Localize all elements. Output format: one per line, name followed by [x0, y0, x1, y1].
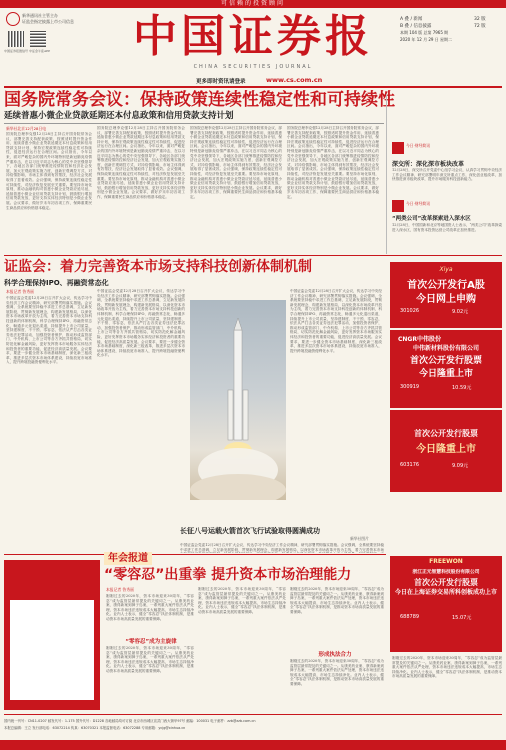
left-ad-block[interactable] [4, 560, 100, 710]
headline-3-body-col-1: 刚刚过去的2020年，资本市场迎来30周年，“零容忍”成为监管层最常提及的关键词之一。从康美药业案、康得新案到獐子岛案，一系列重大案件依法从严处理，资本市场违法违规成本大幅提高，市场生态持续净化。业内人士表示，健全“零容忍”执法体制机制，是推动资本市场高质量发展的重要保障。 [106, 594, 194, 621]
issue-date: 2020 年 12 月 29 日 星期二 [400, 37, 452, 42]
section-rule-2 [4, 554, 386, 555]
footer-bar [0, 740, 506, 750]
headline-2-body-col-1: 中国证监会党委12月28日召开扩大会议，传达学习中央经济工作会议精神，研究部署贯彻落实措施。会议强调，全系统要坚持稳中求进工作总基调，立足新发展阶段，贯彻新发展理念，构建新发展格局，以深化资本市场改革开放为主线，着力完善资本市场支持科技创新的体制机制，科学合理保持IPO、再融资常态化，畅通多元化退出渠道，持续提升上市公司质量，坚持建制度、不干预、零容忍，依法从严打击各类证券违法犯罪活动，加强投资者保护，推动形成监管部门、中介机构、上市公司等各方齐抓共管格局，切实防范化解金融风险，更好发挥资本市场服务实体经济和投资者的重要功能，促进经济高质量发展。会议要求，要进一步健全资本市场基础制度，深化新三板改革，推进多层次资本市场体系建设，持续放宽市场准入，提升跨境投融资便利化水平。 [6, 296, 92, 365]
ad-3[interactable] [390, 410, 502, 492]
headline-2-body-col-2: 中国证监会党委12月28日召开扩大会议，传达学习中央经济工作会议精神，研究部署贯彻落实措施。会议强调，全系统要坚持稳中求进工作总基调，立足新发展阶段，贯彻新发展理念，构建新发展格局，以深化资本市场改革开放为主线，着力完善资本市场支持科技创新的体制机制，科学合理保持IPO、再融资常态化，畅通多元化退出渠道，持续提升上市公司质量，坚持建制度、不干预、零容忍，依法从严打击各类证券违法犯罪活动，加强投资者保护，推动形成监管部门、中介机构、上市公司等各方齐抓共管格局，切实防范化解金融风险，更好发挥资本市场服务实体经济和投资者的重要功能，促进经济高质量发展。会议要求，要进一步健全资本市场基础制度，深化新三板改革，推进多层次资本市场体系建设，持续放宽市场准入，提升跨境投融资便利化水平。 [97, 289, 185, 358]
qr-code-app-icon [30, 31, 46, 47]
edition-line-2: B 叠 / 信息披露 [400, 24, 432, 29]
annual-meeting-tag: 年会报道 [104, 552, 152, 565]
ad-4-line-2: 首次公开发行股票 [414, 578, 478, 587]
edition-pages-1: 32 版 [474, 17, 486, 22]
ad-1[interactable] [390, 262, 502, 328]
ad-2-code: 300919 [400, 384, 420, 390]
footer-line-2: 本报总编辑：王立 发行部电话：63072214 传真：63070321 本报监督电话：63072288 专用邮箱：ycjg@xinhua.cn [4, 726, 186, 730]
sidebar-item-1-body: 12月28日，深交所召开党委中心组学习会议，认真学习贯彻中央经济工作会议精神，研究部署明年深交所重点工作，深化创业板改革，加快推进深市板块改革，提升市场服务科技创新能力。 [392, 168, 502, 182]
section-rule-1 [4, 255, 502, 256]
headline-2-body-col-3: 中国证监会党委12月28日召开扩大会议，传达学习中央经济工作会议精神，研究部署贯彻落实措施。会议强调，全系统要坚持稳中求进工作总基调，立足新发展阶段，贯彻新发展理念，构建新发展格局，以深化资本市场改革开放为主线，着力完善资本市场支持科技创新的体制机制，科学合理保持IPO、再融资常态化，畅通多元化退出渠道，持续提升上市公司质量，坚持建制度、不干预、零容忍，依法从严打击各类证券违法犯罪活动，加强投资者保护，推动形成监管部门、中介机构、上市公司等各方齐抓共管格局，切实防范化解金融风险，更好发挥资本市场服务实体经济和投资者的重要功能，促进经济高质量发展。会议要求，要进一步健全资本市场基础制度，深化新三板改革，推进多层次资本市场体系建设，持续放宽市场准入，提升跨境投融资便利化水平。 [290, 289, 382, 353]
headline-3-body-col-3: 刚刚过去的2020年，资本市场迎来30周年，“零容忍”成为监管层最常提及的关键词之一。从康美药业案、康得新案到獐子岛案，一系列重大案件依法从严处理，资本市场违法违规成本大幅提高，市场生态持续净化。业内人士表示，健全“零容忍”执法体制机制，是推动资本市场高质量发展的重要保障。 [290, 587, 384, 614]
qr-code-wechat-icon [8, 31, 24, 47]
headline-2-byline: 本报记者 昝秀丽 [6, 289, 34, 294]
edition-pages-2: 72 版 [474, 24, 486, 29]
footer-rule [4, 714, 502, 715]
ad-4-line-3: 今日在上海证券交易所科创板成功上市 [394, 589, 497, 596]
sidebar-item-1-title: 深交所：深化深市板块改革 [392, 161, 465, 168]
sidebar-item-1-tag: 今日·财经简讯 [406, 143, 430, 148]
ad-1-brand: Xiya [439, 266, 453, 273]
ad-4-brand: FREEWON [429, 558, 463, 565]
headline-1-title: 国务院常务会议：保持政策连续性稳定性和可持续性 [4, 90, 395, 110]
app-label-2: 中证金牛座APP [29, 49, 51, 53]
photo-caption: 长征八号运载火箭首次飞行试验取得圆满成功 [180, 527, 320, 535]
issue-number: 本期 104 版 总第 7965 期 [400, 30, 449, 35]
headline-2-title: 证监会：着力完善资本市场支持科技创新体制机制 [4, 259, 312, 275]
rocket-launch-photo [190, 300, 286, 500]
headline-3-body-col-1b: 刚刚过去的2020年，资本市场迎来30周年，“零容忍”成为监管层最常提及的关键词之一。从康美药业案、康得新案到獐子岛案，一系列重大案件依法从严处理，资本市场违法违规成本大幅提高，市场生态持续净化。业内人士表示，健全“零容忍”执法体制机制，是推动资本市场高质量发展的重要保障。 [106, 646, 194, 673]
ad-3-code: 603176 [400, 462, 420, 468]
headline-3-body-col-3b: 刚刚过去的2020年，资本市场迎来30周年，“零容忍”成为监管层最常提及的关键词之一。从康美药业案、康得新案到獐子岛案，一系列重大案件依法从严处理，资本市场违法违规成本大幅提高，市场生态持续净化。业内人士表示，健全“零容忍”执法体制机制，是推动资本市场高质量发展的重要保障。 [290, 659, 384, 686]
ad-2-brand: CNGR中伟股份 [398, 336, 441, 343]
headline-3-subhead-2: 形成执法合力 [318, 652, 352, 658]
headline-3-byline: 本报记者 昝秀丽 [106, 587, 134, 592]
headline-1-byline: 新华社北京12月28日电 [6, 126, 47, 131]
website-label: 更多即时资讯请登录 [196, 79, 246, 85]
masthead-title: 中国证券报 [133, 11, 373, 62]
ad-4-price: 15.07元 [452, 615, 472, 621]
headline-2-body-col-4: 中国证监会党委12月28日召开扩大会议，传达学习中央经济工作会议精神，研究部署贯彻落实措施。会议强调，全系统要坚持稳中求进工作总基调，立足新发展阶段，贯彻新发展理念，构建新发展格局，以深化资本市场改革开放为主线，着力完善资本市场 [180, 543, 384, 552]
headline-2-subtitle: 科学合理保持IPO、再融资常态化 [4, 279, 109, 287]
headline-1-rule [4, 123, 384, 124]
edition-line-1: A 叠 / 新闻 [400, 17, 423, 22]
ad-4-line-1: 浙江正元智慧科技股份有限公司 [412, 570, 480, 575]
headline-1-subtitle: 延续普惠小微企业贷款延期还本付息政策和信用贷款支持计划 [4, 111, 234, 121]
footer-line-1: 国内统一刊号：CN11-0207 邮发代号：1-175 国外代号：D1228 各地邮局均可订阅 北京市西城区宣武门西大街甲97号 邮编：100031 电子邮件：zzb@zzb.com.cn [4, 719, 256, 723]
sidebar-item-2-tag-icon [392, 200, 404, 212]
ad-2-line-1: 中伟新材料股份有限公司 [412, 345, 479, 352]
sidebar-item-1-tag-icon [392, 142, 404, 154]
masthead-subtitle: CHINA SECURITIES JOURNAL [193, 64, 313, 70]
ad-1-line-1: 首次公开发行A股 [407, 280, 485, 291]
ad-2-line-2: 首次公开发行股票 [409, 356, 482, 366]
headline-1-body-col-1: 国务院总理李克强12月28日主持召开国务院常务会议，部署完善支持配套政策，按照适时提升资金作用，延续普惠小微企业贷款延期还本付息政策和信用贷款支持计划，保持宏观政策连续性稳定性可持续性，促进经济运行在合理区间。会议指出，今年以来，面对严峻复杂的国内外环境特别是新冠肺炎疫情严重冲击，在以习近平同志为核心的党中央坚强领导下，各地区各部门统筹推进疫情防控和经济社会发展，加大宏观政策实施力度，创新宏观调控方式，对冲疫情影响，市场主体得到有效帮扶，经济社会发展取得了显著成效。会议强调，保持政策连续性稳定性可持续性，对经济恢复发展至关重要。要坚持市场化原则，推动金融机构对普惠小微企业贷款应延尽延，延续普惠小微企业信用贷款支持计划，鼓励银行增加信用贷款发放，更好支持实体经济特别是小微企业发展。会议要求，做好岁末年初各项工作，保障重要民生商品供应和价格基本稳定。 [6, 132, 92, 210]
top-slogan: 可信赖的投资顾问 [220, 0, 285, 7]
headline-3-title: “零容忍”出重拳 提升资本市场治理能力 [104, 567, 352, 583]
headline-3-subhead-1: “零容忍”成为主旋律 [125, 639, 177, 645]
headline-1-body-col-4: 国务院总理李克强12月28日主持召开国务院常务会议，部署完善支持配套政策，按照适时提升资金作用，延续普惠小微企业贷款延期还本付息政策和信用贷款支持计划，保持宏观政策连续性稳定性可持续性，促进经济运行在合理区间。会议指出，今年以来，面对严峻复杂的国内外环境特别是新冠肺炎疫情严重冲击，在以习近平同志为核心的党中央坚强领导下，各地区各部门统筹推进疫情防控和经济社会发展，加大宏观政策实施力度，创新宏观调控方式，对冲疫情影响，市场主体得到有效帮扶，经济社会发展取得了显著成效。会议强调，保持政策连续性稳定性可持续性，对经济恢复发展至关重要。要坚持市场化原则，推动金融机构对普惠小微企业贷款应延尽延，延续普惠小微企业信用贷款支持计划，鼓励银行增加信用贷款发放，更好支持实体经济特别是小微企业发展。会议要求，做好岁末年初各项工作，保障重要民生商品供应和价格基本稳定。 [287, 126, 379, 199]
photo-credit: 新华社图片 [350, 536, 369, 541]
masthead-rule [4, 86, 502, 88]
promo-logo-icon [6, 12, 20, 26]
sidebar-divider [386, 94, 387, 254]
ad-3-price: 9.09元 [452, 463, 469, 469]
app-label-1: 中国证券报微信号 [4, 49, 29, 53]
ad-1-price: 9.02元 [452, 309, 469, 315]
ad-2-line-3: 今日隆重上市 [418, 369, 473, 379]
right-bottom-text: 刚刚过去的2020年，资本市场迎来30周年，“零容忍”成为监管层最常提及的关键词之一。从康美药业案、康得新案到獐子岛案，一系列重大案件依法从严处理，资本市场违法违规成本大幅提高，市场生态持续净化。业内人士表示，健全“零容忍”执法体制机制，是推动资本市场高质量发展的重要保障。 [392, 656, 502, 679]
promo-line-1: 新华通讯社主管主办 [22, 13, 58, 18]
headline-3-body-col-2: 刚刚过去的2020年，资本市场迎来30周年，“零容忍”成为监管层最常提及的关键词之一。从康美药业案、康得新案到獐子岛案，一系列重大案件依法从严处理，资本市场违法违规成本大幅提高，市场生态持续净化。业内人士表示，健全“零容忍”执法体制机制，是推动资本市场高质量发展的重要保障。 [198, 587, 286, 614]
website-url[interactable]: www.cs.com.cn [266, 76, 323, 84]
ad-1-line-2: 今日网上申购 [416, 294, 476, 305]
ad-4[interactable] [390, 556, 502, 652]
headline-1-body-col-3: 国务院总理李克强12月28日主持召开国务院常务会议，部署完善支持配套政策，按照适时提升资金作用，延续普惠小微企业贷款延期还本付息政策和信用贷款支持计划，保持宏观政策连续性稳定性可持续性，促进经济运行在合理区间。会议指出，今年以来，面对严峻复杂的国内外环境特别是新冠肺炎疫情严重冲击，在以习近平同志为核心的党中央坚强领导下，各地区各部门统筹推进疫情防控和经济社会发展，加大宏观政策实施力度，创新宏观调控方式，对冲疫情影响，市场主体得到有效帮扶，经济社会发展取得了显著成效。会议强调，保持政策连续性稳定性可持续性，对经济恢复发展至关重要。要坚持市场化原则，推动金融机构对普惠小微企业贷款应延尽延，延续普惠小微企业信用贷款支持计划，鼓励银行增加信用贷款发放，更好支持实体经济特别是小微企业发展。会议要求，做好岁末年初各项工作，保障重要民生商品供应和价格基本稳定。 [190, 126, 282, 199]
ad-1-code: 301026 [400, 308, 420, 314]
ad-3-line-1: 首次公开发行股票 [414, 429, 478, 438]
promo-line-2: 证监会指定披露上市公司信息 [22, 19, 74, 24]
sidebar-item-2-body: 12月28日，中国国新和北京等地国资人士表示，“两类公司”改革探索进入深水区，国有资本投资运营公司改革正加快推进。 [392, 223, 502, 232]
headline-1-body-col-2: 国务院总理李克强12月28日主持召开国务院常务会议，部署完善支持配套政策，按照适时提升资金作用，延续普惠小微企业贷款延期还本付息政策和信用贷款支持计划，保持宏观政策连续性稳定性可持续性，促进经济运行在合理区间。会议指出，今年以来，面对严峻复杂的国内外环境特别是新冠肺炎疫情严重冲击，在以习近平同志为核心的党中央坚强领导下，各地区各部门统筹推进疫情防控和经济社会发展，加大宏观政策实施力度，创新宏观调控方式，对冲疫情影响，市场主体得到有效帮扶，经济社会发展取得了显著成效。会议强调，保持政策连续性稳定性可持续性，对经济恢复发展至关重要。要坚持市场化原则，推动金融机构对普惠小微企业贷款应延尽延，延续普惠小微企业信用贷款支持计划，鼓励银行增加信用贷款发放，更好支持实体经济特别是小微企业发展。会议要求，做好岁末年初各项工作，保障重要民生商品供应和价格基本稳定。 [97, 126, 185, 199]
ad-3-line-2: 今日隆重上市 [416, 444, 476, 455]
left-ad-inner-panel [10, 600, 94, 700]
ad-4-code: 688789 [400, 614, 420, 620]
rocket-icon [190, 300, 286, 500]
ad-2-price: 10.59元 [452, 385, 472, 391]
sidebar-item-2-title: “两类公司”改革探索进入深水区 [392, 216, 471, 222]
sidebar-item-2-tag: 今日·财经简讯 [406, 201, 430, 206]
ad-2[interactable] [390, 330, 502, 408]
